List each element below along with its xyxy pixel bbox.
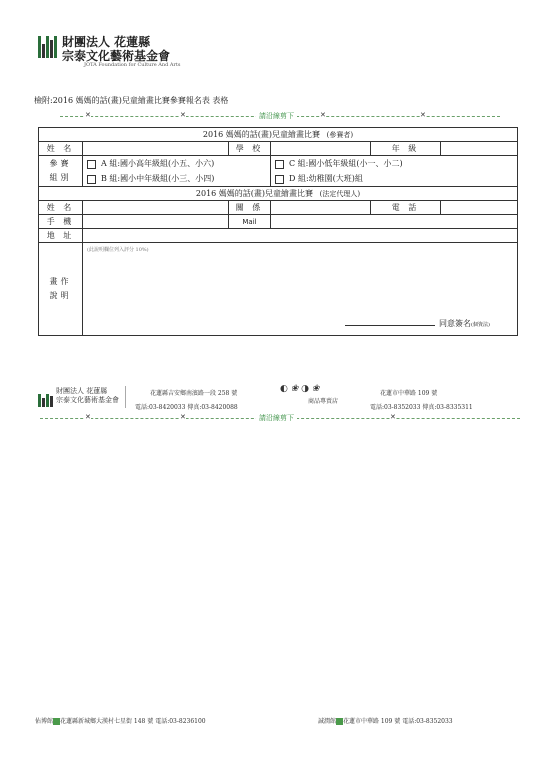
header-org-en: JOTA Foundation for Culture And Arts <box>84 62 181 68</box>
name-field[interactable] <box>83 142 229 156</box>
guardian-name-field[interactable] <box>83 201 229 215</box>
checkbox-b[interactable] <box>87 175 96 184</box>
footer-tel-2: 電話:03-8352033 傳真:03-8335311 <box>370 404 473 411</box>
green-marker-icon <box>336 718 343 725</box>
scissor-icon: ✕ <box>85 413 91 421</box>
option-b[interactable]: B 組:國小中年級組(小三、小四) <box>83 171 271 187</box>
name-label: 姓 名 <box>39 142 83 156</box>
phone-field[interactable] <box>441 201 518 215</box>
foundation-logo-mark <box>38 36 58 58</box>
header-org-line2: 宗泰文化藝術基金會 <box>62 49 171 63</box>
scissor-icon: ✕ <box>420 111 426 119</box>
checkbox-c[interactable] <box>275 160 284 169</box>
guardian-title-row <box>39 187 518 201</box>
option-a[interactable]: A 組:國小高年級組(小五、小六) <box>83 156 271 172</box>
guardian-subtitle: (法定代理人) <box>319 190 361 198</box>
guardian-title: 2016 媽媽的話(畫)兒童繪畫比賽 <box>195 189 314 198</box>
footer-store-name: 商品專賣店 <box>308 398 339 405</box>
green-marker-icon <box>53 718 60 725</box>
store-logo-mark: ◐ ❀ ◑ ❀ <box>280 384 320 394</box>
option-d[interactable]: D 組:幼稚園(大班)組 <box>271 171 518 187</box>
grade-label: 年 級 <box>371 142 441 156</box>
mail-field[interactable] <box>271 215 518 229</box>
checkbox-d[interactable] <box>275 175 284 184</box>
mail-label: Mail <box>229 215 271 229</box>
contest-title: 2016 媽媽的話(畫)兒童繪畫比賽 <box>202 130 321 139</box>
registration-form <box>38 127 518 336</box>
cut-label-bottom: 請沿線剪下 <box>256 413 297 423</box>
grade-field[interactable] <box>441 142 518 156</box>
option-c[interactable]: C 組:國小低年級組(小一、小二) <box>271 156 518 172</box>
address-field[interactable] <box>83 229 518 243</box>
description-label: 畫作 說明 <box>39 243 83 336</box>
footer-tel-1: 電話:03-8420033 傳真:03-8420088 <box>135 404 238 411</box>
scissor-icon: ✕ <box>180 413 186 421</box>
checkbox-a[interactable] <box>87 160 96 169</box>
phone-label: 電 話 <box>371 201 441 215</box>
attachment-title: 檢附:2016 媽媽的話(畫)兒童繪畫比賽參賽報名表 表格 <box>34 96 229 105</box>
bottom-right-info: 誠潤館 花蓮市中華路 109 號 電話:03-8352033 <box>318 718 453 725</box>
footer-address-2: 花蓮市中華路 109 號 <box>380 390 438 397</box>
scissor-icon: ✕ <box>85 111 91 119</box>
mobile-label: 手 機 <box>39 215 83 229</box>
contest-title-row <box>39 128 518 142</box>
footer-address-1: 花蓮縣吉安鄉南濱路一段 258 號 <box>150 390 238 397</box>
description-field[interactable] <box>83 243 518 336</box>
relation-label: 關 係 <box>229 201 271 215</box>
school-field[interactable] <box>271 142 371 156</box>
description-hint: (此說明欄位列入評分 10%) <box>87 247 149 253</box>
sign-label: 同意簽名(個資法) <box>439 319 490 328</box>
header-org-line1: 財團法人 花蓮縣 <box>62 35 151 49</box>
scissor-icon: ✕ <box>180 111 186 119</box>
footer-org-line1: 財團法人 花蓮縣 <box>56 387 108 395</box>
relation-field[interactable] <box>271 201 371 215</box>
bottom-left-info: 佑博館 花蓮縣新城鄉大漢村七星街 148 號 電話:03-8236100 <box>35 718 206 725</box>
footer-divider <box>125 386 126 408</box>
address-label: 地 址 <box>39 229 83 243</box>
signature-line <box>345 325 435 326</box>
footer-org-line2: 宗泰文化藝術基金會 <box>56 396 119 404</box>
contest-subtitle: (參賽者) <box>326 131 354 139</box>
mobile-field[interactable] <box>83 215 229 229</box>
scissor-icon: ✕ <box>320 111 326 119</box>
school-label: 學 校 <box>229 142 271 156</box>
footer-logo-mark <box>38 388 54 407</box>
guardian-name-label: 姓 名 <box>39 201 83 215</box>
group-label: 參賽 組別 <box>39 156 83 187</box>
cut-label-top: 請沿線剪下 <box>256 111 297 121</box>
scissor-icon: ✕ <box>390 413 396 421</box>
